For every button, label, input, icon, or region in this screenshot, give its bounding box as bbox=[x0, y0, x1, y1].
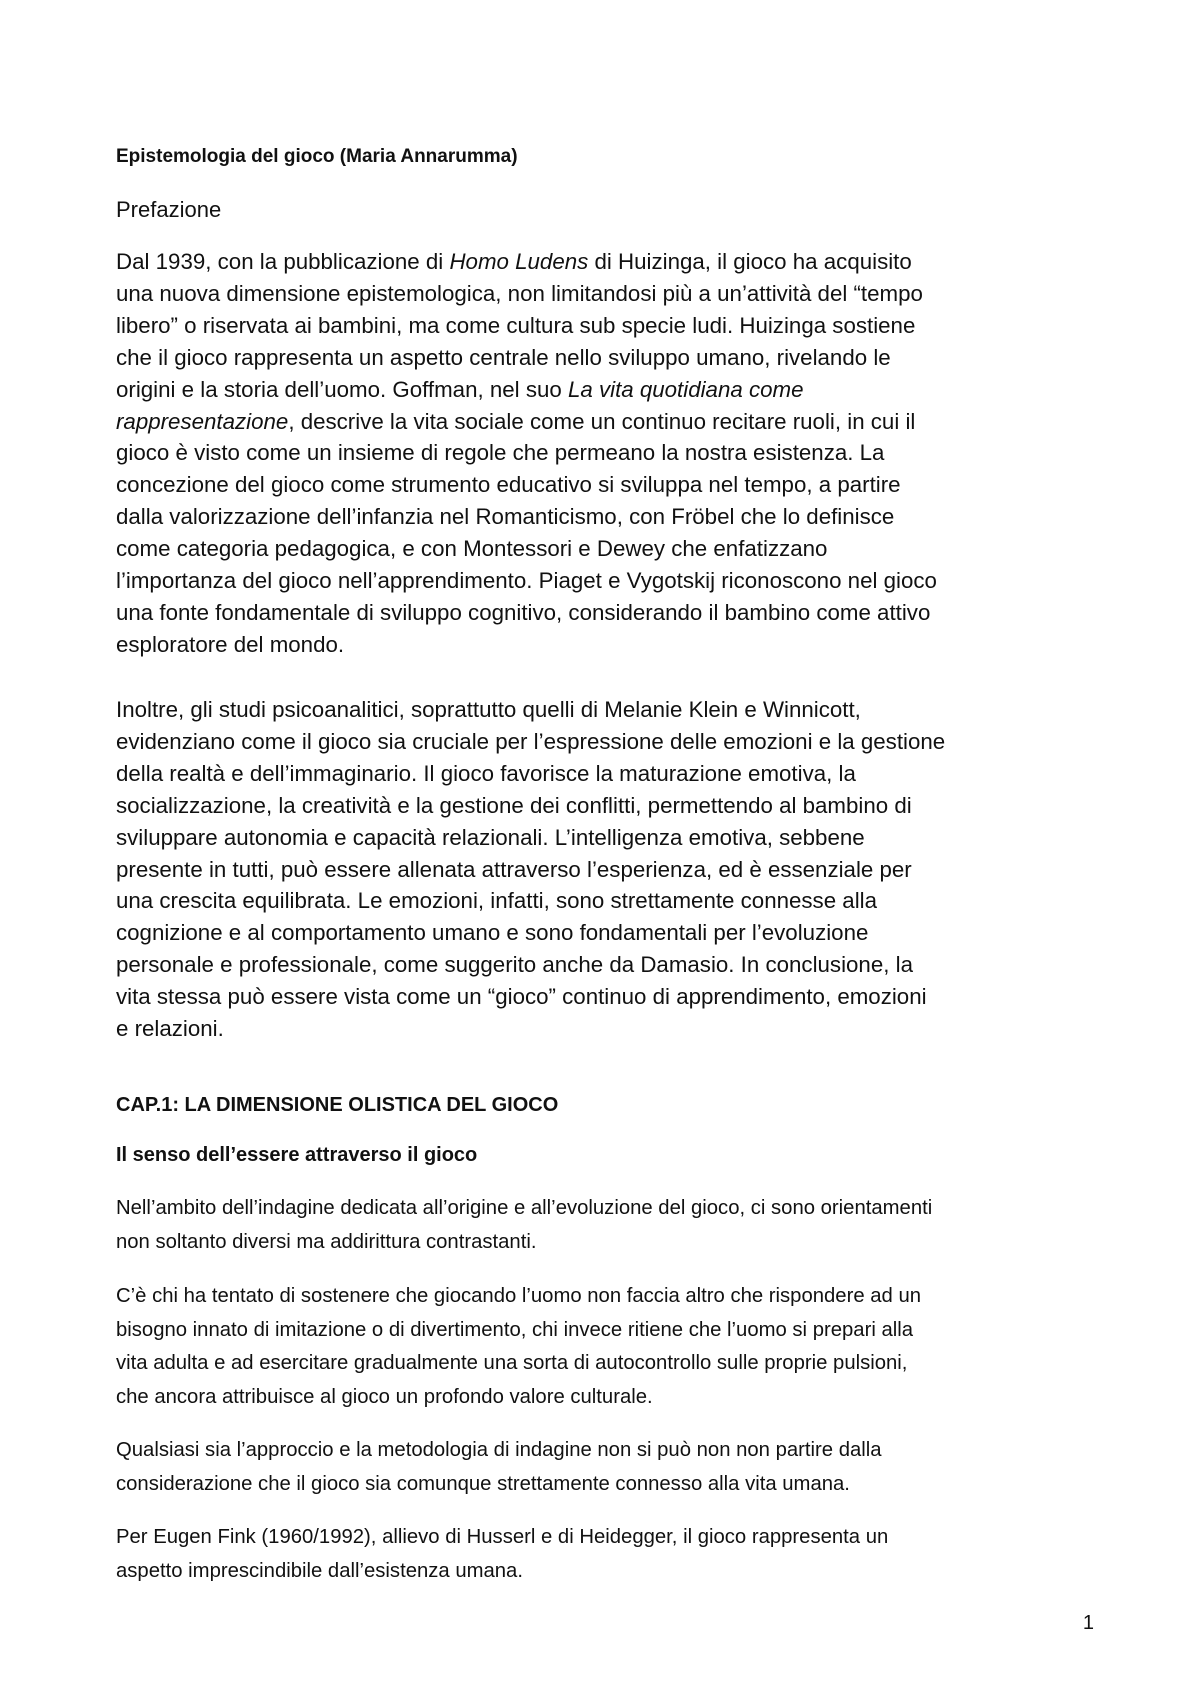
text-line: una crescita equilibrata. Le emozioni, infatti, sono strettamente connesse alla bbox=[116, 888, 878, 914]
text-line: cognizione e al comportamento umano e sono fondamentali per l’evoluzione bbox=[116, 920, 869, 946]
text-line: una nuova dimensione epistemologica, non limitandosi più a un’attività del “tempo bbox=[116, 280, 923, 306]
text-line: una fonte fondamentale di sviluppo cognitivo, considerando il bambino come attivo bbox=[116, 599, 931, 625]
book-title-vita-quotidiana: La vita quotidiana come bbox=[567, 376, 804, 402]
text-line: sviluppare autonomia e capacità relazionali. L’intelligenza emotiva, sebbene bbox=[116, 824, 865, 850]
body-paragraph bbox=[116, 1434, 1096, 1501]
preface-paragraph-1 bbox=[116, 246, 1096, 661]
text-line: vita adulta e ad esercitare gradualmente una sorta di autocontrollo sulle proprie pulsioni, bbox=[116, 1352, 908, 1374]
text-line: presente in tutti, può essere allenata attraverso l’esperienza, ed è essenziale per bbox=[116, 856, 912, 882]
text-line: gioco è visto come un insieme di regole che permeano la nostra esistenza. La bbox=[116, 440, 885, 466]
text-line: e relazioni. bbox=[116, 1016, 224, 1042]
text-line: libero” o riservata ai bambini, ma come cultura sub specie ludi. Huizinga sostiene bbox=[116, 312, 916, 338]
text-line: dalla valorizzazione dell’infanzia nel Romanticismo, con Fröbel che lo definisce bbox=[116, 504, 895, 530]
book-title-rappresentazione: rappresentazione bbox=[116, 408, 289, 434]
chapter-title: CAP.1: LA DIMENSIONE OLISTICA DEL GIOCO bbox=[116, 1094, 559, 1116]
text-line: Nell’ambito dell’indagine dedicata all’origine e all’evoluzione del gioco, ci sono orientamenti bbox=[116, 1197, 933, 1219]
text-line: Per Eugen Fink (1960/1992), allievo di Husserl e di Heidegger, il gioco rappresenta un bbox=[116, 1526, 889, 1548]
section-title: Il senso dell’essere attraverso il gioco bbox=[116, 1144, 478, 1166]
page-number: 1 bbox=[1082, 1612, 1094, 1634]
document-title: Epistemologia del gioco (Maria Annarumma) bbox=[116, 146, 518, 167]
text-line: l’importanza del gioco nell’apprendimento. Piaget e Vygotskij riconoscono nel gioco bbox=[116, 568, 937, 594]
body-paragraph bbox=[116, 1280, 1096, 1414]
text-line: Qualsiasi sia l’approccio e la metodologia di indagine non si può non non partire dalla bbox=[116, 1439, 882, 1461]
text-line: personale e professionale, come suggerito anche da Damasio. In conclusione, la bbox=[116, 952, 913, 978]
book-title-homo-ludens: Homo Ludens bbox=[449, 249, 589, 274]
text-line: della realtà e dell’immaginario. Il gioco favorisce la maturazione emotiva, la bbox=[116, 760, 856, 786]
text-line: che ancora attribuisce al gioco un profondo valore culturale. bbox=[116, 1385, 653, 1408]
text-line: non soltanto diversi ma addirittura contrastanti. bbox=[116, 1230, 537, 1253]
text-line: concezione del gioco come strumento educativo si sviluppa nel tempo, a partire bbox=[116, 472, 901, 498]
text-line: rappresentazione, descrive la vita sociale come un continuo recitare ruoli, in cui il bbox=[116, 408, 916, 434]
body-paragraph bbox=[116, 1521, 1096, 1588]
text-line: bisogno innato di imitazione o di divertimento, chi invece ritiene che l’uomo si prepari alla bbox=[116, 1318, 914, 1341]
text-line: evidenziano come il gioco sia cruciale per l’espressione delle emozioni e la gestione bbox=[116, 728, 946, 754]
text-line: C’è chi ha tentato di sostenere che giocando l’uomo non faccia altro che rispondere ad un bbox=[116, 1285, 922, 1307]
text-line: esploratore del mondo. bbox=[116, 631, 345, 657]
body-paragraph bbox=[116, 1192, 1096, 1259]
preface-paragraph-2 bbox=[116, 694, 1096, 1045]
text-line: come categoria pedagogica, e con Montessori e Dewey che enfatizzano bbox=[116, 536, 828, 562]
text-line: origini e la storia dell’uomo. Goffman, nel suo La vita quotidiana come bbox=[116, 376, 804, 402]
text-line: aspetto imprescindibile dall’esistenza umana. bbox=[116, 1559, 523, 1582]
text-line: considerazione che il gioco sia comunque strettamente connesso alla vita umana. bbox=[116, 1472, 850, 1495]
text-line: socializzazione, la creatività e la gestione dei conflitti, permettendo al bambino di bbox=[116, 792, 912, 818]
text-line: vita stessa può essere vista come un “gioco” continuo di apprendimento, emozioni bbox=[116, 984, 927, 1010]
text-line: Dal 1939, con la pubblicazione di Homo Ludens di Huizinga, il gioco ha acquisito bbox=[116, 249, 912, 274]
text-line: Inoltre, gli studi psicoanalitici, soprattutto quelli di Melanie Klein e Winnicott, bbox=[116, 697, 861, 722]
preface-heading: Prefazione bbox=[116, 197, 222, 222]
text-line: che il gioco rappresenta un aspetto centrale nello sviluppo umano, rivelando le bbox=[116, 344, 891, 370]
